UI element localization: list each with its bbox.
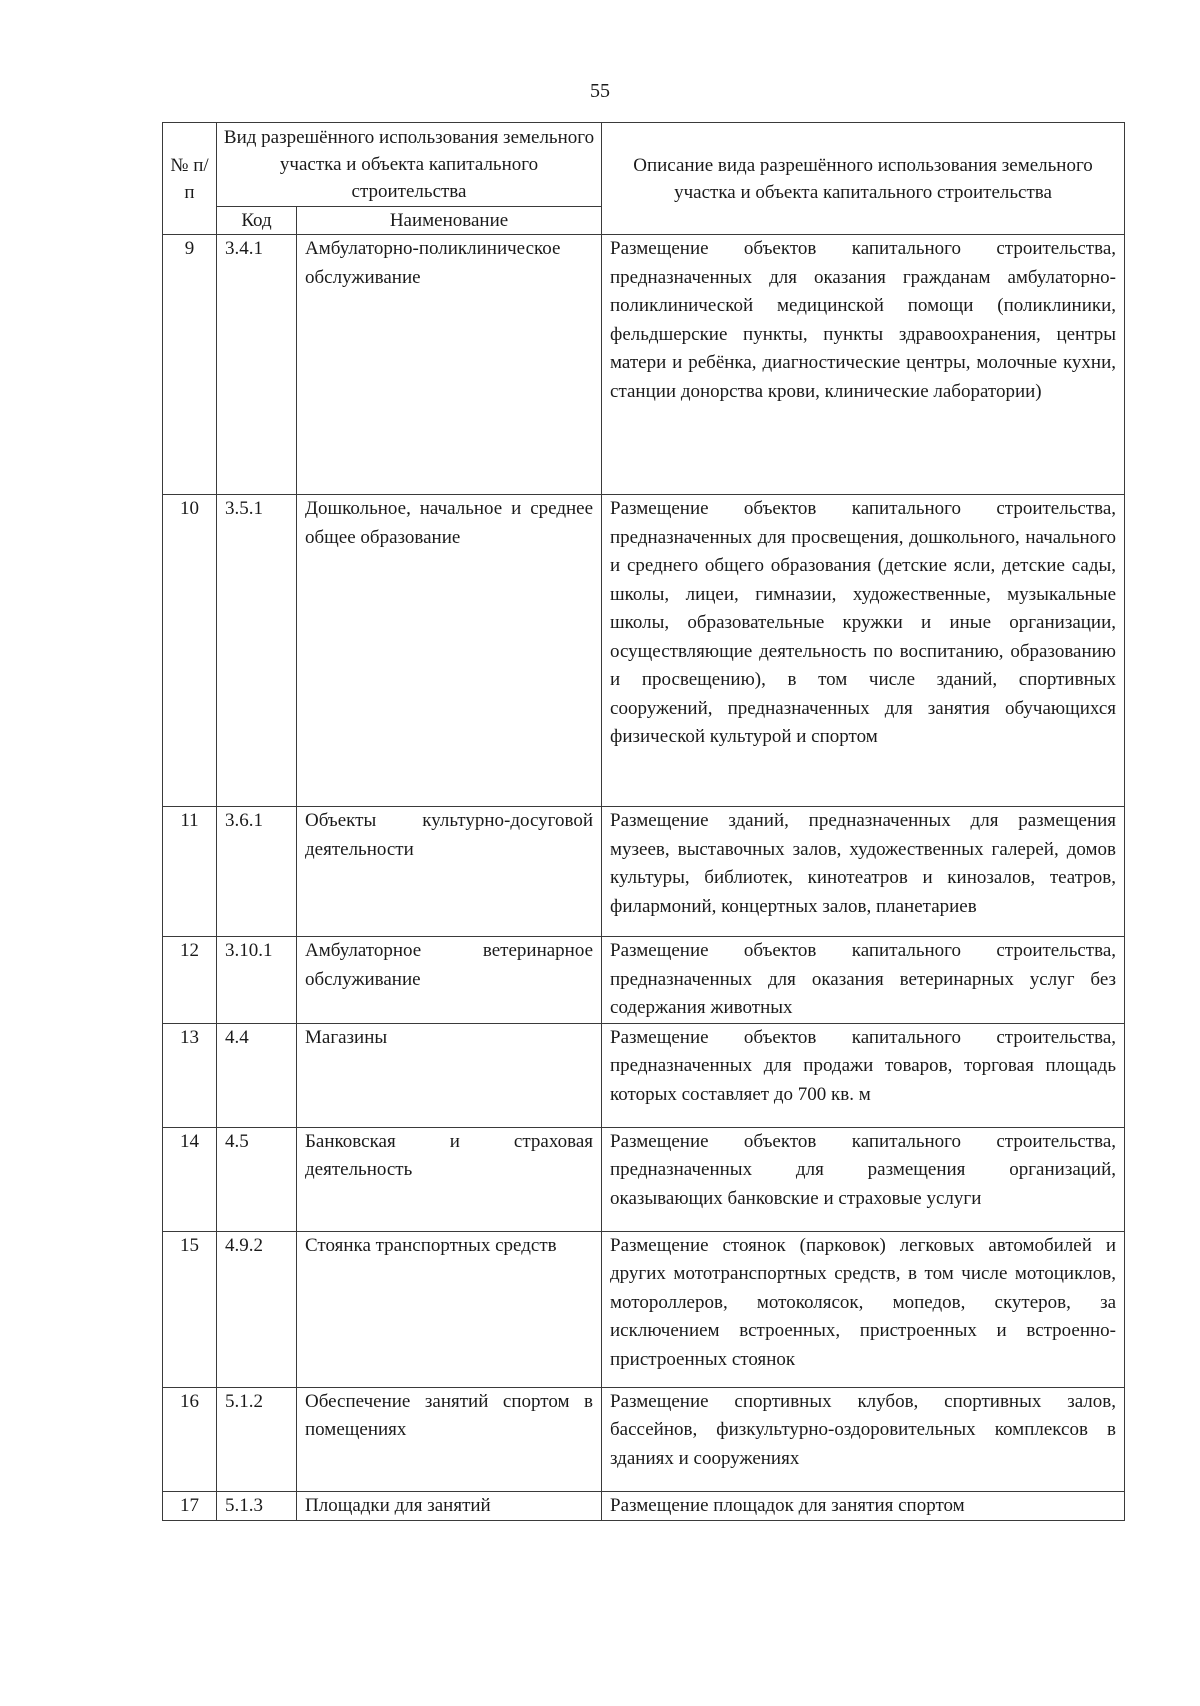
header-name: Наименование: [297, 207, 602, 235]
row-number: 9: [163, 235, 217, 495]
row-name: Обеспечение занятий спортом в помещениях: [297, 1387, 602, 1491]
row-number: 11: [163, 807, 217, 937]
row-number: 13: [163, 1023, 217, 1127]
header-code: Код: [217, 207, 297, 235]
table-row: [163, 807, 1125, 937]
table-header: [163, 123, 1125, 235]
page-number: 55: [590, 80, 610, 102]
row-code: 4.4: [217, 1023, 297, 1127]
row-description: Размещение объектов капитального строительства, предназначенных для оказания ветеринарных услуг без содержания животных: [602, 937, 1125, 1024]
row-code: 4.9.2: [217, 1231, 297, 1387]
row-name: Площадки для занятий: [297, 1491, 602, 1521]
row-name: Амбулаторно-поликлиническое обслуживание: [297, 235, 602, 495]
row-code: 3.5.1: [217, 495, 297, 807]
row-description: Размещение площадок для занятия спортом: [602, 1491, 1125, 1521]
row-description: Размещение объектов капитального строительства, предназначенных для оказания гражданам амбулаторно-поликлинической медицинской помощи (поликлиники, фельдшерские пункты, пункты здравоохранения, центры матери и ребёнка, диагностические центры, молочные кухни, станции донорства крови, клинические лаборатории): [602, 235, 1125, 495]
row-name: Амбулаторное ветеринарное обслуживание: [297, 937, 602, 1024]
row-description: Размещение объектов капитального строительства, предназначенных для продажи товаров, торговая площадь которых составляет до 700 кв. м: [602, 1023, 1125, 1127]
header-description: Описание вида разрешённого использования земельного участка и объекта капитального строительства: [602, 123, 1125, 235]
row-description: Размещение спортивных клубов, спортивных залов, бассейнов, физкультурно-оздоровительных комплексов в зданиях и сооружениях: [602, 1387, 1125, 1491]
row-number: 12: [163, 937, 217, 1024]
table-row: [163, 1231, 1125, 1387]
row-number: 10: [163, 495, 217, 807]
land-use-table: [162, 122, 1125, 1521]
row-name: Магазины: [297, 1023, 602, 1127]
row-code: 3.6.1: [217, 807, 297, 937]
header-num: № п/п: [163, 123, 217, 235]
table-row: [163, 1127, 1125, 1231]
table-row: [163, 495, 1125, 807]
row-code: 5.1.3: [217, 1491, 297, 1521]
table-row: [163, 1491, 1125, 1521]
row-code: 3.10.1: [217, 937, 297, 1024]
header-group: Вид разрешённого использования земельного участка и объекта капитального строительства: [217, 123, 602, 207]
table-row: [163, 235, 1125, 495]
row-number: 17: [163, 1491, 217, 1521]
row-number: 16: [163, 1387, 217, 1491]
row-name: Стоянка транспортных средств: [297, 1231, 602, 1387]
row-description: Размещение объектов капитального строительства, предназначенных для просвещения, дошкольного, начального и среднего общего образования (детские ясли, детские сады, школы, лицеи, гимназии, художественные, музыкальные школы, образовательные кружки и иные организации, осуществляющие деятельность по воспитанию, образованию и просвещению), в том числе зданий, спортивных сооружений, предназначенных для занятия обучающихся физической культурой и спортом: [602, 495, 1125, 807]
row-code: 3.4.1: [217, 235, 297, 495]
row-description: Размещение стоянок (парковок) легковых автомобилей и других мототранспортных средств, в том числе мотоциклов, мотороллеров, мотоколясок, мопедов, скутеров, за исключением встроенных, пристроенных и встроенно-пристроенных стоянок: [602, 1231, 1125, 1387]
row-name: Объекты культурно-досуговой деятельности: [297, 807, 602, 937]
table-row: [163, 1023, 1125, 1127]
row-code: 4.5: [217, 1127, 297, 1231]
row-description: Размещение объектов капитального строительства, предназначенных для размещения организаций, оказывающих банковские и страховые услуги: [602, 1127, 1125, 1231]
row-number: 14: [163, 1127, 217, 1231]
table-row: [163, 1387, 1125, 1491]
row-name: Дошкольное, начальное и среднее общее образование: [297, 495, 602, 807]
row-code: 5.1.2: [217, 1387, 297, 1491]
table-body: [163, 235, 1125, 1521]
table-row: [163, 937, 1125, 1024]
row-name: Банковская и страховая деятельность: [297, 1127, 602, 1231]
row-description: Размещение зданий, предназначенных для размещения музеев, выставочных залов, художественных галерей, домов культуры, библиотек, кинотеатров и кинозалов, театров, филармоний, концертных залов, планетариев: [602, 807, 1125, 937]
row-number: 15: [163, 1231, 217, 1387]
